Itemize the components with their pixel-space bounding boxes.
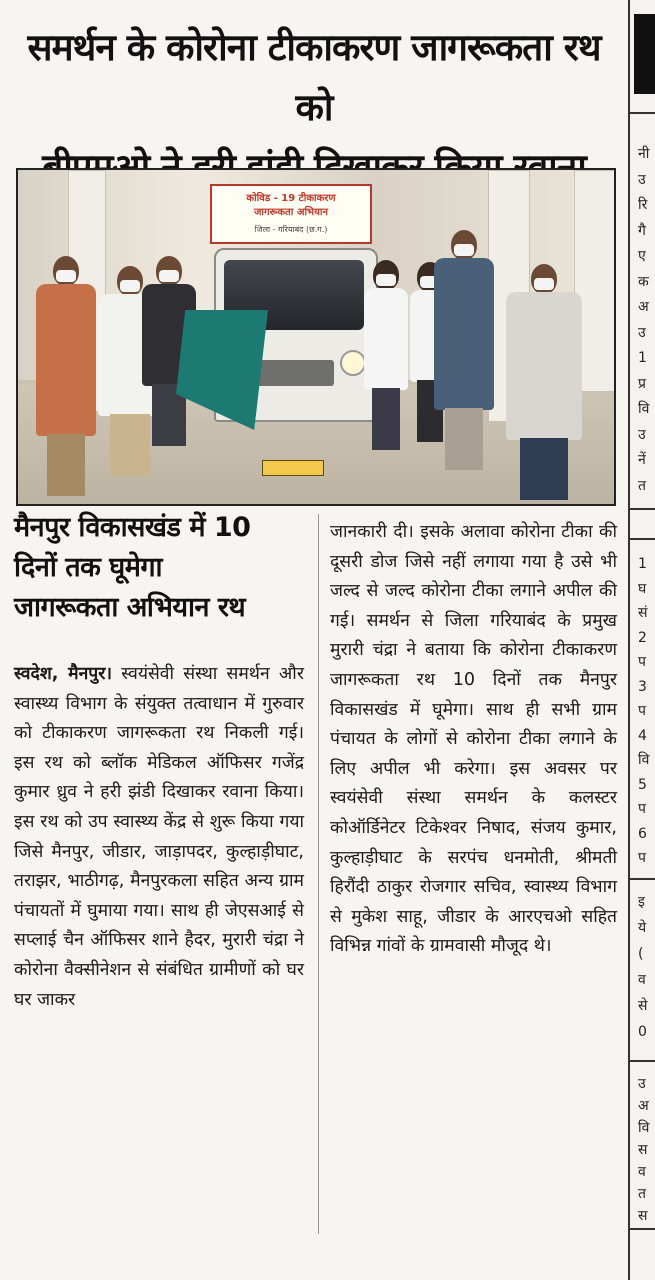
adjacent-fragment: व: [638, 972, 646, 988]
adjacent-fragment: 5: [638, 776, 647, 793]
adjacent-fragment: उ: [638, 426, 646, 443]
adjacent-fragment: प: [638, 801, 646, 817]
adjacent-fragment: घ: [638, 580, 647, 597]
adjacent-fragment: 3: [638, 678, 647, 695]
adjacent-fragment: गै: [638, 222, 646, 239]
adjacent-fragment: 4: [638, 727, 647, 744]
adjacent-fragment: 1: [638, 350, 647, 366]
adjacent-column-strip: [628, 0, 655, 1280]
adjacent-fragment: प: [638, 850, 646, 866]
adjacent-fragment: त: [638, 477, 646, 494]
adjacent-fragment: प्र: [638, 375, 646, 392]
adjacent-fragment: 2: [638, 629, 647, 646]
article-column-2: [330, 518, 617, 962]
person: [36, 256, 96, 496]
column-1-text: स्वयंसेवी संस्था समर्थन और स्वास्थ्य विभाग के संयुक्त तत्वाधान में गुरुवार को टीकाकरण जागरूकता रथ निकली गई। इस रथ को ब्लॉक मेडिकल ऑफिसर गजेंद्र कुमार ध्रुव ने हरी झंडी दिखाकर रवाना किया। इस रथ को उप स्वास्थ्य केंद्र से शुरू किया गया जिसे मैनपुर, जीडार, जाड़ापदर, कुल्हाड़ीघाट, तराझर, भाठीगढ़, मैनपुरकला सहित अन्य ग्राम पंचायतों में घुमाया गया। साथ ही जेएसआई से सप्लाई चैन ऑफिसर शाने हैदर, मुरारी चंद्रा ने कोरोना वैक्सीनेशन से संबंधित ग्रामीणों को घर घर जाकर: [14, 664, 304, 1010]
adjacent-fragment: स: [638, 1208, 648, 1224]
article-column-1: [14, 660, 304, 1015]
adjacent-fragment: उ: [638, 1076, 646, 1092]
adjacent-fragment: वि: [638, 752, 650, 768]
adjacent-fragment: व: [638, 1164, 646, 1180]
headline-line-1: समर्थन के कोरोना टीकाकरण जागरूकता रथ को: [27, 26, 601, 129]
banner-line-2: जागरूकता अभियान: [253, 207, 329, 218]
adjacent-fragment: 1: [638, 556, 647, 572]
adjacent-header-block: [634, 14, 655, 94]
adjacent-fragment: प: [638, 654, 646, 670]
adjacent-fragment: (: [638, 946, 644, 962]
adjacent-fragment: स: [638, 1142, 648, 1158]
adjacent-fragment: नें: [638, 452, 646, 468]
adjacent-fragment: त: [638, 1186, 646, 1202]
adjacent-fragment: अ: [638, 299, 649, 315]
article-title: [14, 508, 314, 628]
article-title-line-3: जागरूकता अभियान रथ: [14, 592, 246, 623]
byline: स्वदेश, मैनपुर।: [14, 664, 113, 684]
adjacent-fragment: प: [638, 703, 646, 719]
column-2-text: जानकारी दी। इसके अलावा कोरोना टीका की दूसरी डोज जिसे नहीं लगाया गया है उसे भी जल्द से जल्द कोरोना टीका लगाने अपील की गई। समर्थन से जिला गरियाबंद के प्रमुख मुरारी चंद्रा ने बताया कि कोरोना टीकाकरण जागरूकता रथ 10 दिनों तक मैनपुर विकासखंड में घूमेगा। साथ ही सभी ग्राम पंचायत के लोगों से कोरोना टीका लगाने के लिए अपील भी करेगा। इस अवसर पर स्वयंसेवी संस्था समर्थन के कलस्टर कोऑर्डिनेटर टिकेश्वर निषाद, संजय कुमार, कुल्हाड़ीघाट के सरपंच धनमोती, श्रीमती हिरौंदी ठाकुर रोजगार सचिव, स्वास्थ्य विभाग से मुकेश साहू, जीडार के आरएचओ सहित विभिन्न गांवों के ग्रामवासी मौजूद थे।: [330, 522, 617, 957]
adjacent-fragment: इ: [638, 894, 645, 910]
adjacent-fragment: 0: [638, 1024, 647, 1040]
adjacent-fragment: क: [638, 273, 649, 290]
article-title-line-2: दिनों तक घूमेगा: [14, 552, 163, 583]
adjacent-fragment: रि: [638, 197, 648, 213]
van-banner: [210, 184, 372, 244]
banner-line-3: जिला - गरियाबंद (छ.ग.): [254, 225, 328, 234]
news-photo: [16, 168, 616, 506]
column-divider: [318, 514, 319, 1234]
adjacent-fragment: 6: [638, 825, 647, 842]
adjacent-fragment: ये: [638, 920, 647, 936]
adjacent-fragment: सं: [638, 605, 648, 621]
adjacent-fragment: नी: [638, 146, 650, 162]
person: [434, 230, 494, 470]
adjacent-fragment: से: [638, 998, 648, 1014]
adjacent-fragment: वि: [638, 401, 650, 417]
adjacent-fragment: वि: [638, 1120, 650, 1136]
person: [364, 260, 408, 450]
adjacent-fragment: ए: [638, 248, 646, 264]
person: [506, 264, 582, 500]
adjacent-fragment: अ: [638, 1098, 649, 1114]
adjacent-fragment: उ: [638, 171, 646, 188]
adjacent-fragment: उ: [638, 324, 646, 341]
article-title-line-1: मैनपुर विकासखंड में 10: [14, 512, 251, 543]
banner-line-1: कोविड - 19 टीकाकरण: [246, 193, 336, 204]
